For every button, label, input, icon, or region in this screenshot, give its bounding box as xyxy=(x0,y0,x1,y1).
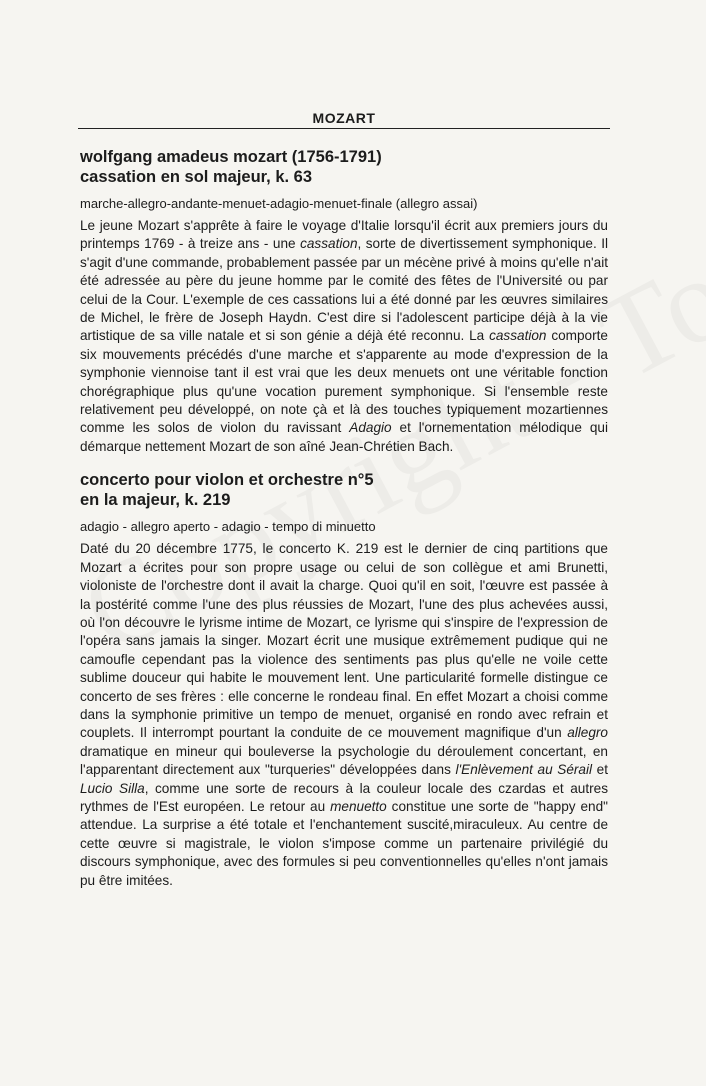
running-head: MOZART xyxy=(78,110,610,129)
movement-list: marche-allegro-andante-menuet-adagio-menuet-finale (allegro assai) xyxy=(80,196,478,211)
body-text: Le jeune Mozart s'apprête à faire le voyage d'Italie lorsqu'il écrit aux premiers jours du printemps 1769 - à treize ans - une cassation, sorte de divertissement symphonique. Il s'agit d'une commande, probablement passée par un mécène privé à moins qu'elle n'ait été adressée au père du jeune homme par le comité des fêtes de l'Université ou par celui de la Cour. L'exemple de ces cassations lui a été donné par les œuvres similaires de Michel, le frère de Joseph Haydn. C'est dire si l'adolescent participe déjà à la vie artistique de sa ville natale et si son génie a déjà été reconnu. La cassation comporte six mouvements précédés d'une marche et s'apparente au mode d'expression de la symphonie viennoise tant il est vrai que les deux menuets ont une véritable fonction chorégraphique plus qu'une vocation purement symphonique. Si l'ensemble reste relativement peu développé, on note çà et là des touches typiquement mozartiennes comme les solos de violon du ravissant Adagio et l'ornementation mélodique qui démarque nettement Mozart de son aîné Jean-Chrétien Bach. xyxy=(80,218,609,454)
section-title: concerto pour violon et orchestre n°5 en la majeur, k. 219 xyxy=(80,471,374,510)
section-concerto xyxy=(80,470,608,890)
section-title: wolfgang amadeus mozart (1756-1791) cassation en sol majeur, k. 63 xyxy=(80,148,382,186)
section-cassation xyxy=(80,147,608,456)
movement-list: adagio - allegro aperto - adagio - tempo di minuetto xyxy=(80,519,376,535)
body-text: Daté du 20 décembre 1775, le concerto K. 219 est le dernier de cinq partitions que Mozart a écrites pour son propre usage ou celui de son collègue et ami Brunetti, violoniste de l'orchestre dont il avait la charge. Quoi qu'il en soit, l'œuvre est passée à la postérité comme l'une des plus réussies de Mozart, l'une des plus achevées aussi, où l'on découvre le lyrisme intime de Mozart, ce lyrisme qui s'inspire de l'expression de l'opéra sans jamais la singer. Mozart écrit une musique extrêmement pudique qui ne camoufle cependant pas la violence des sentiments pas plus qu'elle ne voile cette sublime douceur qui habite le mouvement lent. Une particularité formelle distingue ce concerto de ses frères : elle concerne le rondeau final. En effet Mozart a choisi comme dans la symphonie primitive un tempo de menuet, organisé en rondo avec refrain et couplets. Il interrompt pourtant la conduite de ce mouvement magnifique d'un allegro dramatique en mineur qui bouleverse la psychologie du déroulement concertant, en l'apparentant directement aux "turqueries" développées dans l'Enlèvement au Sérail et Lucio Silla, comme une sorte de recours à la couleur locale des czardas et autres rythmes de l'Est européen. Le retour au menuetto constitue une sorte de "happy end" attendue. La surprise a été totale et l'enchantement suscité,miraculeux. Au centre de cette œuvre si magistrale, le violon s'impose comme un partenaire privilégié du discours symphonique, avec des formules si peu conventionnelles qu'elles n'ont jamais pu être imitées. xyxy=(80,541,608,888)
page xyxy=(80,110,608,890)
